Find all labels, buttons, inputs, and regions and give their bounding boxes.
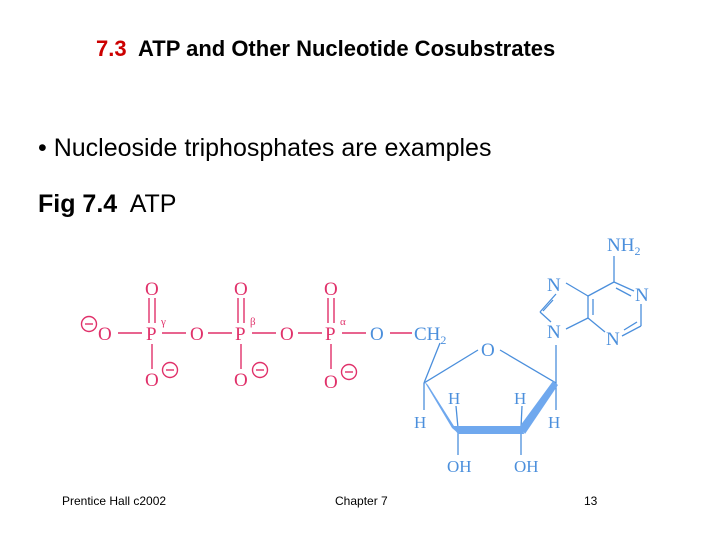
adenosine-bonds [424,256,641,455]
footer-publisher: Prentice Hall c2002 [62,494,167,508]
ester-oxygen: O [370,324,384,345]
beta-bottom-oxygen: O [234,370,248,391]
charge-signs [85,324,353,372]
hydroxyl-2: OH [514,457,539,476]
hydroxyl-1: OH [447,457,472,476]
section-number: 7.3 [96,36,127,61]
nitrogen-3: N [606,329,620,350]
ring-h-4: H [548,413,561,432]
nitrogen-1: N [635,285,649,306]
nitrogen-9: N [547,322,561,343]
footer-page-number: 13 [584,494,598,508]
ring-h-2: H [514,389,527,408]
title-text: ATP and Other Nucleotide Cosubstrates [138,36,556,61]
phosphate-bonds [82,298,413,380]
alpha-label: α [340,316,346,328]
ring-h-3: H [414,413,427,432]
alpha-top-oxygen: O [324,279,338,300]
ring-h-1: H [448,389,461,408]
ring-oxygen: O [481,340,495,361]
phosphorus-alpha: P [325,324,336,345]
terminal-oxygen: O [98,324,112,345]
figure-caption: ATP [129,190,177,218]
figure-number: Fig 7.4 [38,190,118,218]
bridge-oxygen-2: O [280,324,294,345]
gamma-label: γ [161,316,166,328]
bullet-point: • Nucleoside triphosphates are examples [38,134,492,162]
beta-label: β [250,316,256,328]
gamma-bottom-oxygen: O [145,370,159,391]
bridge-oxygen-1: O [190,324,204,345]
phosphorus-gamma: P [146,324,157,345]
footer-chapter: Chapter 7 [335,494,388,508]
sugar-ring-bold-edges [424,381,561,434]
greek-labels [160,316,346,328]
gamma-top-oxygen: O [145,279,159,300]
amino-group: $NH_2$ [607,235,641,258]
alpha-bottom-oxygen: O [324,372,338,393]
ch2-group: $CH_2$ [414,324,447,347]
beta-top-oxygen: O [234,279,248,300]
nitrogen-7: N [547,275,561,296]
phosphate-atoms [98,279,338,393]
phosphorus-beta: P [235,324,246,345]
